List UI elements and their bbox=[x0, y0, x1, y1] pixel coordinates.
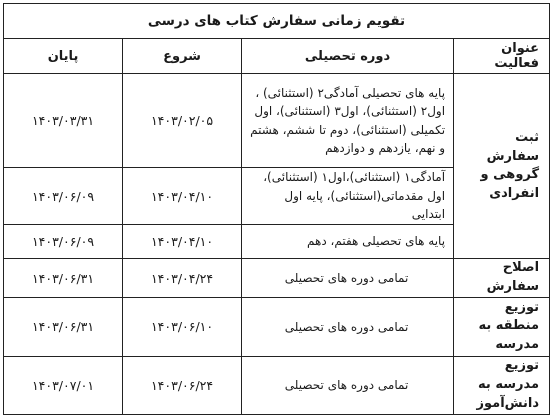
schedule-table bbox=[3, 3, 550, 415]
period-cell: تمامی دوره های تحصیلی bbox=[242, 298, 454, 356]
table-title: تقویم زمانی سفارش کتاب های درسی bbox=[4, 4, 550, 39]
period-cell: پایه های تحصیلی آمادگی۲ (استثنائی) ، اول۲ (استثنائی)، اول۳ (استثنائی)، اول تکمیلی (استثنائی)، دوم تا ششم، هشتم و نهم، یازدهم و دوازدهم bbox=[242, 74, 454, 168]
end-date-cell: ۱۴۰۳/۰۶/۰۹ bbox=[4, 167, 123, 224]
start-date-cell: ۱۴۰۳/۰۴/۲۴ bbox=[123, 259, 242, 298]
header-activity: عنوان فعالیت bbox=[454, 39, 550, 74]
table-row bbox=[4, 259, 550, 298]
activity-cell: ثبت سفارش گروهی و انفرادی bbox=[454, 74, 550, 259]
start-date-cell: ۱۴۰۳/۰۴/۱۰ bbox=[123, 225, 242, 259]
end-date-cell: ۱۴۰۳/۰۶/۳۱ bbox=[4, 259, 123, 298]
period-cell: تمامی دوره های تحصیلی bbox=[242, 259, 454, 298]
header-start: شروع bbox=[123, 39, 242, 74]
start-date-cell: ۱۴۰۳/۰۶/۲۴ bbox=[123, 356, 242, 414]
table-row bbox=[4, 356, 550, 414]
period-cell: پایه های تحصیلی هفتم، دهم bbox=[242, 225, 454, 259]
table-row bbox=[4, 74, 550, 168]
end-date-cell: ۱۴۰۳/۰۳/۳۱ bbox=[4, 74, 123, 168]
table-row bbox=[4, 298, 550, 356]
period-cell: آمادگی۱ (استثنائی)،اول۱ (استثنائی)، اول مقدماتی(استثنائی)، پایه اول ابتدایی bbox=[242, 167, 454, 224]
end-date-cell: ۱۴۰۳/۰۶/۰۹ bbox=[4, 225, 123, 259]
start-date-cell: ۱۴۰۳/۰۲/۰۵ bbox=[123, 74, 242, 168]
start-date-cell: ۱۴۰۳/۰۴/۱۰ bbox=[123, 167, 242, 224]
period-cell: تمامی دوره های تحصیلی bbox=[242, 356, 454, 414]
start-date-cell: ۱۴۰۳/۰۶/۱۰ bbox=[123, 298, 242, 356]
header-end: پایان bbox=[4, 39, 123, 74]
end-date-cell: ۱۴۰۳/۰۶/۳۱ bbox=[4, 298, 123, 356]
activity-cell: توزیع مدرسه به دانش‌آموز bbox=[454, 356, 550, 414]
end-date-cell: ۱۴۰۳/۰۷/۰۱ bbox=[4, 356, 123, 414]
activity-cell: توزیع منطقه به مدرسه bbox=[454, 298, 550, 356]
activity-cell: اصلاح سفارش bbox=[454, 259, 550, 298]
header-period: دوره تحصیلی bbox=[242, 39, 454, 74]
